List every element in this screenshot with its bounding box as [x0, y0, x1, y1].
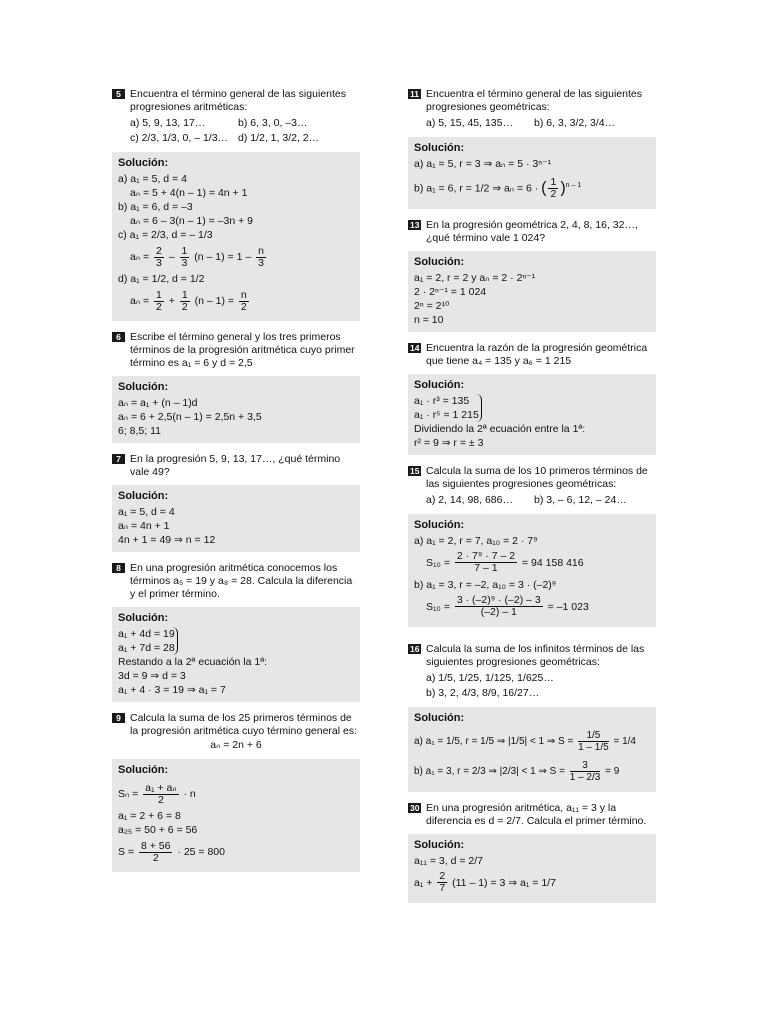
- numerator: a₁ + aₙ: [145, 781, 177, 794]
- solution-box: [408, 374, 656, 455]
- formula-text: = 9: [605, 765, 620, 777]
- formula-text: –: [168, 251, 175, 263]
- solution-box: [408, 251, 656, 332]
- denominator: 7 – 1: [474, 562, 498, 575]
- solution-line: c) a₁ = 2/3, d = – 1/3: [118, 229, 213, 241]
- exercise-statement: [112, 712, 360, 738]
- denominator: 2: [550, 188, 557, 201]
- formula-text: (n – 1) = 1 –: [194, 251, 252, 263]
- solution-line: [414, 868, 650, 898]
- solution-line: [414, 171, 650, 204]
- numerator: 1: [156, 288, 162, 301]
- solution-line: a₁ = 2 + 6 = 8: [118, 810, 181, 822]
- solution-line: a₁ + 7d = 28: [118, 642, 175, 654]
- solution-line: n = 10: [414, 313, 444, 326]
- solution-line: a₁ · r⁵ = 1 215: [414, 408, 479, 421]
- option-b: b) 3, – 6, 12, – 24…: [534, 493, 627, 506]
- formula-text: a) a₁ = 1/5, r = 1/5 ⇒ |1/5| < 1 ⇒ S =: [414, 735, 574, 747]
- denominator: 2: [156, 300, 162, 313]
- exercise-statement: [408, 802, 656, 828]
- exercise-statement: [408, 465, 656, 491]
- solution-line: a₁ = 5, d = 4: [118, 506, 175, 518]
- options-list: [112, 116, 360, 146]
- numerator: 1: [181, 244, 188, 257]
- solution-box: [408, 137, 656, 209]
- solution-box: [408, 834, 656, 903]
- solution-line: a₁ + 4 · 3 = 19 ⇒ a₁ = 7: [118, 684, 226, 696]
- solution-box: [112, 607, 360, 702]
- statement-text: En una progresión aritmética, a₁₁ = 3 y la diferencia es d = 2/7. Calcula el primer término.: [426, 801, 647, 827]
- solution-line: 4n + 1 = 49 ⇒ n = 12: [118, 534, 216, 546]
- solution-line: [118, 242, 354, 272]
- numerator: 8 + 56: [140, 839, 171, 852]
- denominator: 3: [181, 256, 188, 269]
- exercise-number: 30: [410, 802, 420, 813]
- numerator: 2: [156, 244, 162, 257]
- solution-line: 3d = 9 ⇒ d = 3: [118, 670, 186, 682]
- general-term-formula: aₙ = 2n + 6: [210, 739, 262, 751]
- formula-text: a₁ +: [414, 876, 433, 889]
- formula-text: · 25 = 800: [177, 846, 225, 858]
- denominator: 2: [181, 300, 188, 313]
- fraction: [180, 246, 190, 269]
- exercise-statement: [112, 88, 360, 114]
- solution-title: Solución:: [118, 381, 169, 393]
- fraction: [139, 841, 173, 864]
- formula-text: S₁₀ =: [426, 600, 450, 613]
- option-b: b) 3, 2, 4/3, 8/9, 16/27…: [426, 686, 540, 699]
- exercise-14: [408, 342, 656, 455]
- equation-system: [118, 627, 178, 655]
- exercise-5: [112, 88, 360, 321]
- solution-box: [408, 514, 656, 627]
- exercise-7: [112, 453, 360, 552]
- exercise-number: 7: [112, 454, 125, 464]
- statement-text: En la progresión 5, 9, 13, 17…, ¿qué término vale 49?: [130, 453, 341, 478]
- solution-line: b) a₁ = 3, r = –2, a₁₀ = 3 · (–2)⁹: [414, 578, 557, 591]
- solution-box: [112, 152, 360, 321]
- exponent: n – 1: [565, 182, 582, 189]
- denominator: 7: [439, 882, 446, 895]
- option-a: a) 5, 15, 45, 135…: [426, 117, 513, 129]
- right-column: [408, 88, 656, 913]
- exercise-30: [408, 802, 656, 903]
- option-c: c) 2/3, 1/3, 0, – 1/3…: [130, 132, 229, 144]
- statement-text: En la progresión geométrica 2, 4, 8, 16, 32…, ¿qué término vale 1 024?: [426, 218, 638, 244]
- solution-line: 2 · 2ⁿ⁻¹ = 1 024: [414, 285, 487, 298]
- denominator: 2: [240, 300, 247, 313]
- solution-line: [414, 757, 650, 787]
- option-d: d) 1/2, 1, 3/2, 2…: [238, 132, 320, 144]
- exercise-statement: [408, 88, 656, 114]
- exercise-statement: [112, 453, 360, 479]
- formula-text: (11 – 1) = 3 ⇒ a₁ = 1/7: [452, 876, 556, 889]
- exercise-15: [408, 465, 656, 627]
- statement-text: Escribe el término general y los tres primeros términos de la progresión aritmética cuyo primer término es a₁ = 6 y d = 2,5: [130, 331, 355, 369]
- exercise-number: 9: [112, 713, 125, 723]
- equation-system: [414, 394, 482, 422]
- options-list: [408, 671, 656, 701]
- numerator: 2: [439, 870, 446, 883]
- formula-text: b) a₁ = 3, r = 2/3 ⇒ |2/3| < 1 ⇒ S =: [414, 765, 565, 777]
- exercise-statement: [112, 562, 360, 601]
- statement-text: Encuentra el término general de las siguientes progresiones geométricas:: [426, 88, 642, 113]
- option-a: a) 2, 14, 98, 686…: [426, 493, 513, 506]
- solution-line: Restando a la 2ª ecuación la 1ª:: [118, 656, 268, 668]
- numerator: 1: [550, 176, 557, 189]
- numerator: 1: [181, 288, 188, 301]
- exercise-statement: [408, 342, 656, 368]
- solution-line: aₙ = 6 + 2,5(n – 1) = 2,5n + 3,5: [118, 411, 262, 423]
- fraction: [154, 290, 164, 313]
- solution-line: aₙ = 5 + 4(n – 1) = 4n + 1: [130, 187, 248, 199]
- exercise-statement: [112, 331, 360, 370]
- numerator: 2 · 7⁹ · 7 – 2: [456, 550, 516, 563]
- solution-title: Solución:: [414, 142, 465, 154]
- exercise-statement: [408, 219, 656, 245]
- fraction: [239, 290, 249, 313]
- numerator: n: [258, 244, 264, 257]
- solution-line: 6; 8,5; 11: [118, 425, 162, 437]
- formula-text: aₙ =: [130, 251, 150, 263]
- solution-line: [118, 286, 354, 316]
- formula-text: S =: [118, 846, 135, 858]
- solution-line: a₁ · r³ = 135: [414, 394, 470, 407]
- solution-line: [118, 779, 354, 809]
- option-a: a) 5, 9, 13, 17…: [130, 117, 206, 129]
- formula-text: b) a₁ = 6, r = 1/2 ⇒ aₙ = 6 ·: [414, 182, 539, 195]
- solution-line: 2ⁿ = 2¹⁰: [414, 299, 450, 312]
- fraction: [180, 290, 190, 313]
- solution-line: aₙ = 6 – 3(n – 1) = –3n + 9: [130, 215, 253, 227]
- statement-text: Calcula la suma de los infinitos términos de las siguientes progresiones geométricas:: [426, 642, 645, 668]
- exercise-number: 13: [410, 219, 420, 230]
- solution-line: [414, 727, 650, 757]
- solution-title: Solución:: [414, 518, 465, 531]
- option-b: b) 6, 3, 3/2, 3/4…: [534, 117, 616, 129]
- solution-line: [414, 592, 650, 622]
- left-column: [112, 88, 360, 882]
- exercise-number: 6: [112, 332, 125, 342]
- denominator: 1 – 1/5: [578, 741, 609, 753]
- paren-open: (: [541, 179, 547, 197]
- exercise-number: 8: [112, 563, 125, 573]
- exercise-13: [408, 219, 656, 332]
- formula-text: · n: [183, 788, 196, 800]
- exercise-number: 11: [410, 89, 419, 99]
- solution-box: [112, 376, 360, 443]
- exercise-11: [408, 88, 656, 209]
- statement-text: Encuentra el término general de las siguientes progresiones aritméticas:: [130, 88, 346, 113]
- solution-line: d) a₁ = 1/2, d = 1/2: [118, 273, 205, 285]
- solution-line: a₂₅ = 50 + 6 = 56: [118, 824, 198, 836]
- denominator: 3: [156, 256, 162, 269]
- statement-text: Encuentra la razón de la progresión geométrica que tiene a₄ = 135 y a₆ = 1 215: [426, 341, 648, 367]
- numerator: n: [240, 288, 247, 301]
- denominator: (–2) – 1: [480, 606, 517, 619]
- solution-title: Solución:: [118, 490, 169, 502]
- solution-box: [408, 707, 656, 792]
- denominator: 2: [152, 851, 159, 864]
- numerator: 3: [570, 760, 601, 772]
- exercise-9: [112, 712, 360, 872]
- solution-line: r² = 9 ⇒ r = ± 3: [414, 436, 484, 449]
- fraction: [455, 551, 517, 574]
- statement-text: Calcula la suma de los 25 primeros términos de la progresión aritmética cuyo término general es:: [130, 712, 358, 737]
- formula-text: = –1 023: [547, 600, 589, 613]
- fraction: [548, 177, 558, 200]
- solution-title: Solución:: [414, 838, 465, 851]
- fraction: [437, 871, 447, 894]
- options-list: [408, 116, 656, 131]
- formula-text: S₁₀ =: [426, 556, 450, 569]
- paren-close: ): [560, 179, 566, 197]
- solution-line: aₙ = 4n + 1: [118, 520, 170, 532]
- solution-line: a) a₁ = 2, r = 7, a₁₀ = 2 · 7⁹: [414, 534, 538, 547]
- formula-text: Sₙ =: [118, 788, 139, 800]
- solution-title: Solución:: [118, 612, 169, 624]
- solution-title: Solución:: [414, 255, 465, 268]
- solution-line: [118, 837, 354, 867]
- fraction: [578, 730, 609, 753]
- solution-title: Solución:: [414, 378, 465, 391]
- option-a: a) 1/5, 1/25, 1/125, 1/625…: [426, 671, 554, 684]
- exercise-6: [112, 331, 360, 443]
- solution-title: Solución:: [118, 764, 169, 776]
- fraction: [154, 246, 164, 269]
- fraction: [455, 595, 543, 618]
- solution-title: Solución:: [118, 157, 169, 169]
- exercise-number: 14: [410, 342, 420, 353]
- denominator: 3: [258, 256, 264, 269]
- solution-line: a₁ + 4d = 19: [118, 628, 175, 640]
- option-b: b) 6, 3, 0, –3…: [238, 117, 308, 129]
- solution-line: b) a₁ = 6, d = –3: [118, 201, 193, 213]
- solution-line: aₙ = a₁ + (n – 1)d: [118, 397, 198, 409]
- denominator: 2: [157, 793, 164, 806]
- formula-text: (n – 1) =: [194, 295, 234, 307]
- solution-line: a₁₁ = 3, d = 2/7: [414, 854, 483, 867]
- denominator: 1 – 2/3: [569, 771, 601, 783]
- fraction: [256, 246, 266, 269]
- exercise-number: 16: [410, 643, 420, 654]
- exercise-16: [408, 643, 656, 792]
- numerator: 1/5: [578, 730, 609, 742]
- fraction: [143, 783, 178, 806]
- numerator: 3 · (–2)⁹ · (–2) – 3: [456, 594, 541, 607]
- formula-text: +: [168, 295, 175, 307]
- exercise-statement: [408, 643, 656, 669]
- exercise-number: 15: [410, 465, 420, 476]
- solution-box: [112, 759, 360, 872]
- exercise-8: [112, 562, 360, 702]
- formula-text: aₙ =: [130, 295, 150, 307]
- fraction: [570, 760, 601, 783]
- solution-box: [112, 485, 360, 552]
- exercise-number: 5: [112, 89, 125, 99]
- formula-text: = 94 158 416: [522, 556, 584, 569]
- solution-line: Dividiendo la 2ª ecuación entre la 1ª:: [414, 422, 586, 435]
- solution-line: a) a₁ = 5, r = 3 ⇒ aₙ = 5 · 3ⁿ⁻¹: [414, 158, 552, 170]
- solution-title: Solución:: [414, 711, 465, 724]
- formula-text: = 1/4: [613, 735, 636, 747]
- statement-text: En una progresión aritmética conocemos los términos a₅ = 19 y a₈ = 28. Calcula la diferencia y el primer término.: [130, 562, 353, 600]
- solution-line: a₁ = 2, r = 2 y aₙ = 2 · 2ⁿ⁻¹: [414, 271, 536, 284]
- statement-text: Calcula la suma de los 10 primeros términos de las siguientes progresiones geométricas:: [426, 464, 648, 490]
- solution-line: a) a₁ = 5, d = 4: [118, 173, 187, 185]
- solution-line: [414, 548, 650, 578]
- options-list: [408, 493, 656, 508]
